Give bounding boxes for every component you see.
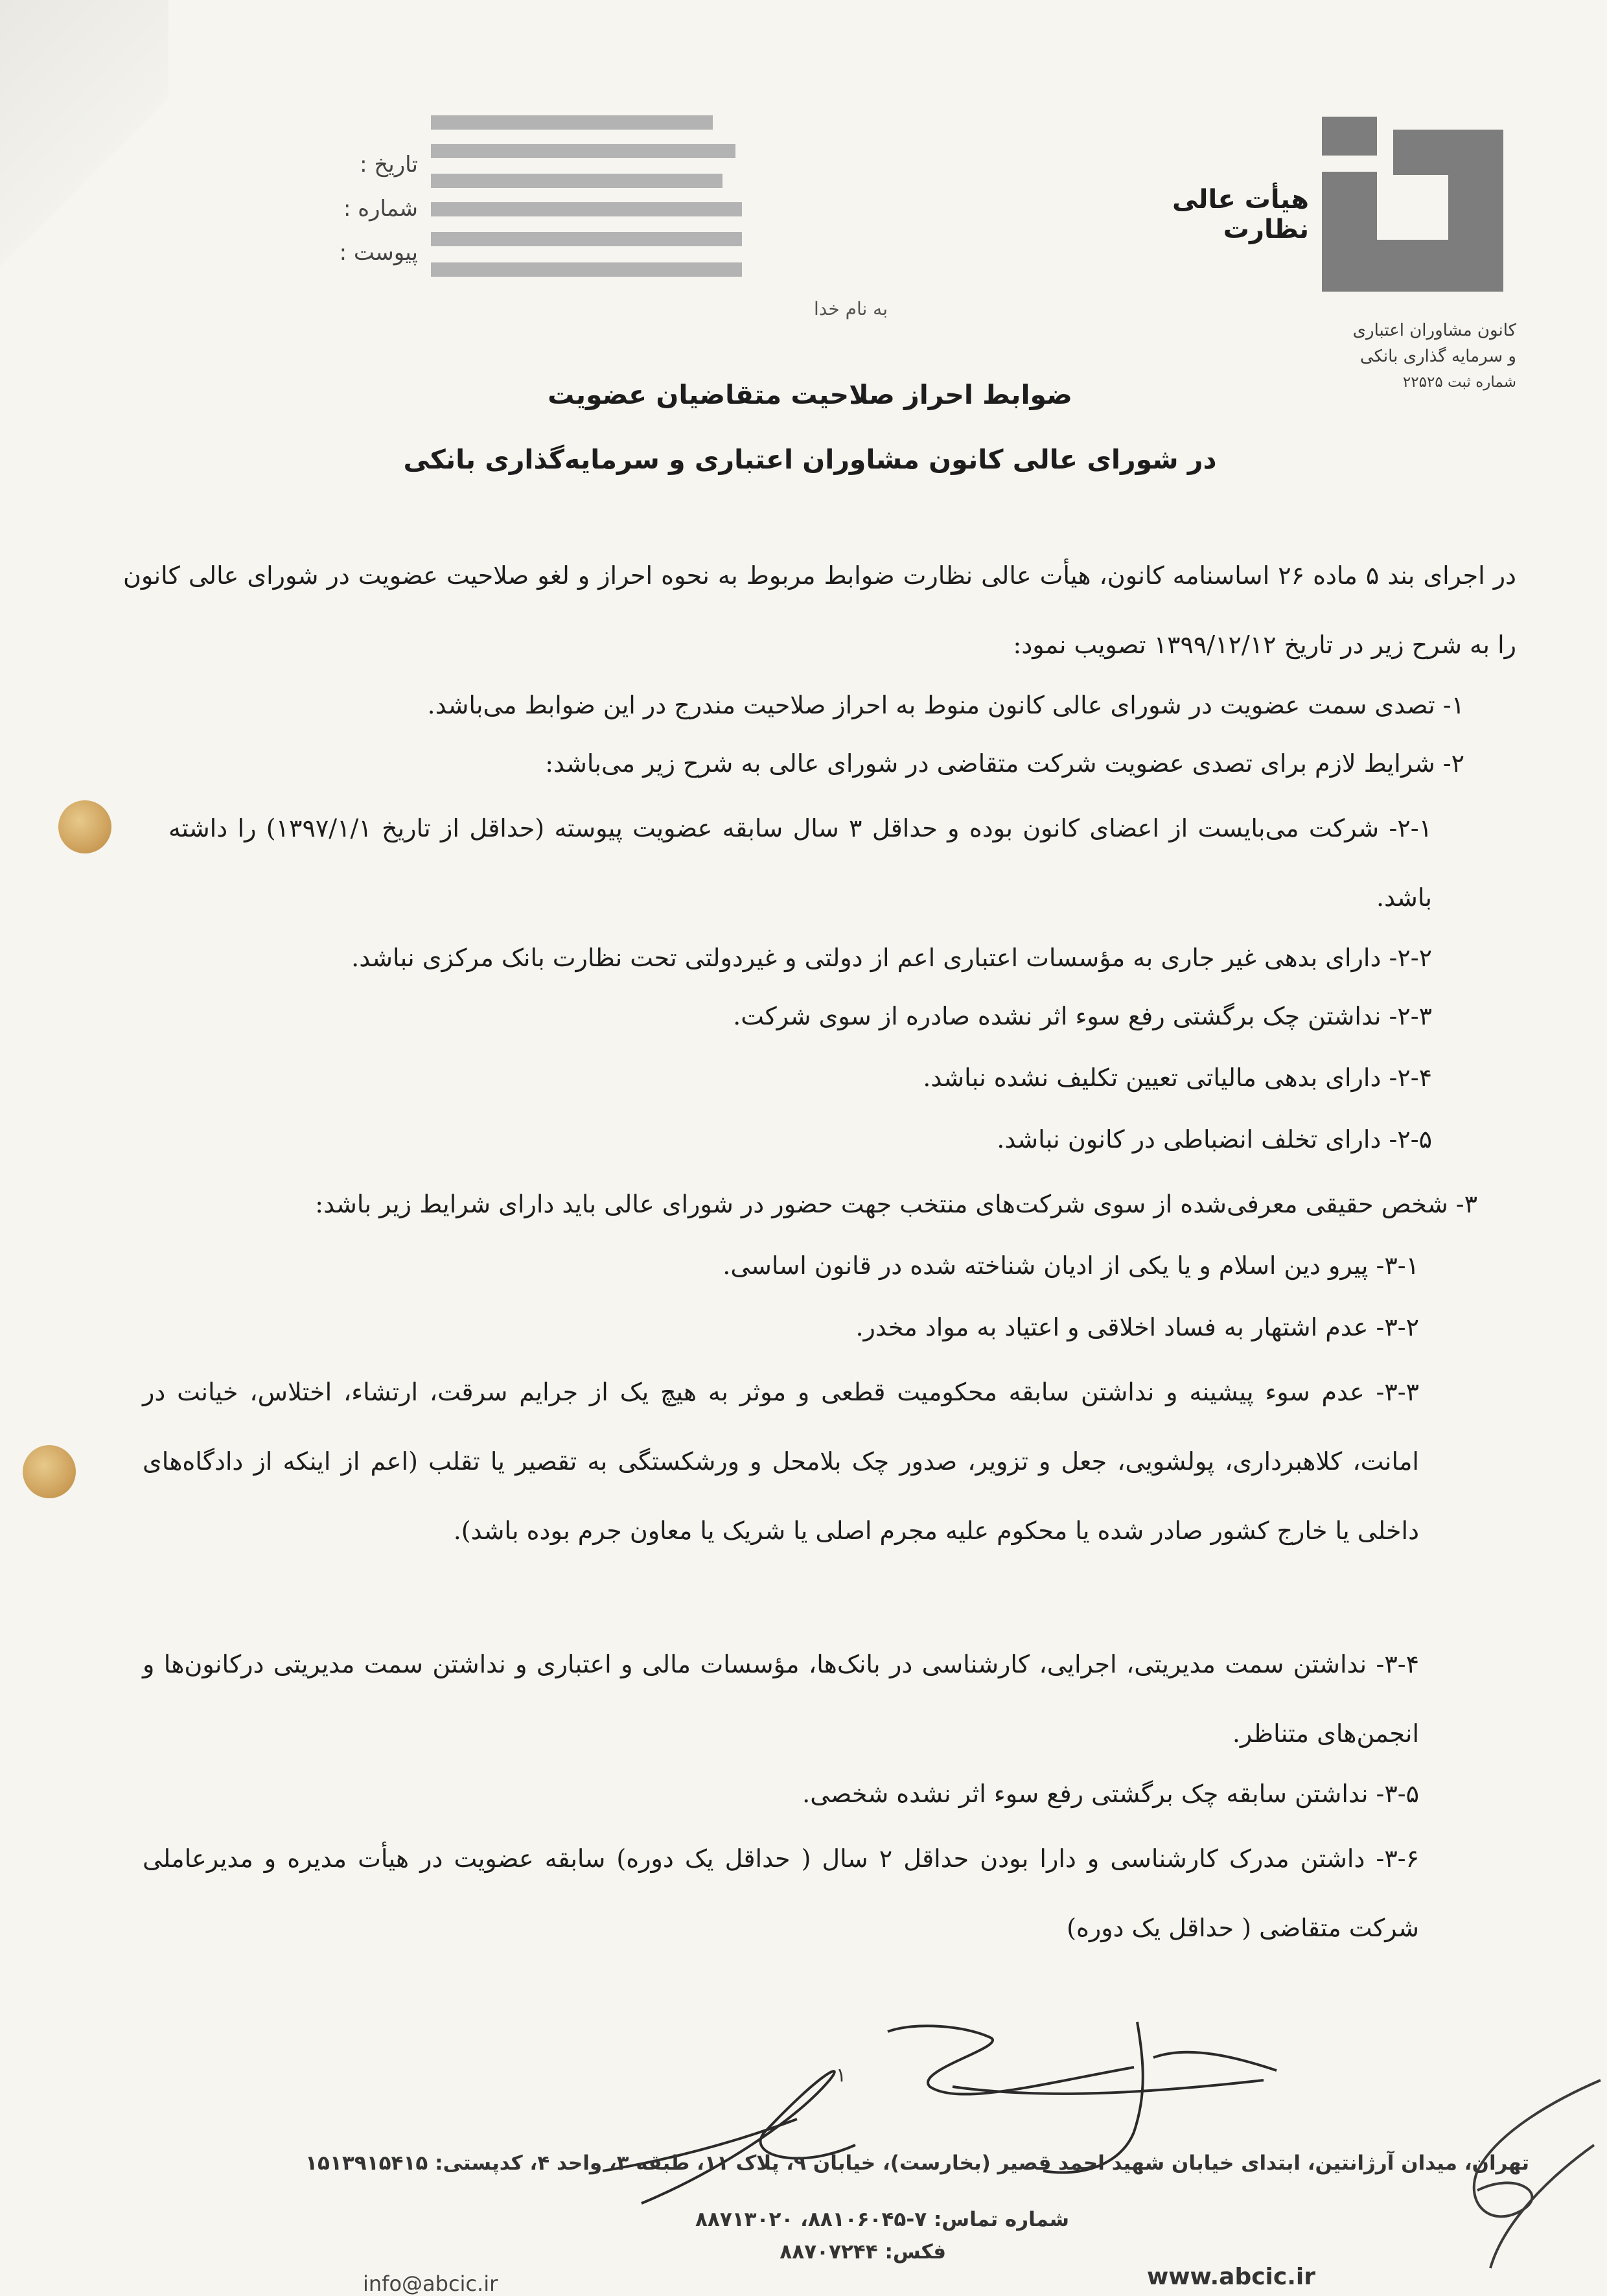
intro-paragraph: در اجرای بند ۵ ماده ۲۶ اساسنامه کانون، هیأت عالی نظارت ضوابط مربوط به نحوه احراز و لغو صلاحیت عضویت در شورای عالی کانون را به شرح زیر در تاریخ ۱۳۹۹/۱۲/۱۲ تصویب نمود: — [123, 561, 1516, 659]
clause-3-4: ۳-۴- نداشتن سمت مدیریتی، اجرایی، کارشناسی در بانک‌ها، مؤسسات مالی و اعتباری و نداشتن سمت مدیریتی درکانون‌ها و انجمن‌های متناظر. — [143, 1650, 1419, 1748]
clause-2-2: ۲-۲- دارای بدهی غیر جاری به مؤسسات اعتباری اعم از دولتی و غیردولتی تحت نظارت بانک مرکزی نباشد. — [351, 944, 1432, 972]
clause-2-5: ۲-۵- دارای تخلف انضباطی در کانون نباشد. — [997, 1125, 1432, 1154]
redacted-field — [431, 232, 742, 246]
number-label: شماره : — [343, 196, 418, 222]
clause-1: ۱- تصدی سمت عضویت در شورای عالی کانون منوط به احراز صلاحیت مندرج در این ضوابط می‌باشد. — [427, 691, 1464, 719]
clause-2-3: ۲-۳- نداشتن چک برگشتی رفع سوء اثر نشده صادره از سوی شرکت. — [733, 1002, 1432, 1030]
page-number: ۱ — [836, 2064, 847, 2087]
footer-email-link[interactable]: info@abcic.ir — [363, 2271, 498, 2296]
clause-3-3: ۳-۳- عدم سوء پیشینه و نداشتن سابقه محکومیت قطعی و موثر به هیچ یک از جرایم سرقت، ارتشاء، اختلاس، خیانت در امانت، کلاهبرداری، پولشویی، جعل و تزویر، صدور چک بلامحل و ورشکستگی به تقصیر یا تقلب (اعم از اینکه از دادگاه‌های داخلی یا خارج کشور صادر شده یا محکوم علیه مجرم اصلی یا شریک یا معاون جرم بوده باشد). — [143, 1378, 1419, 1545]
footer-address: تهران، میدان آرژانتین، ابتدای خیابان شهید احمد قصیر (بخارست)، خیابان ۹، پلاک ۱۱، طبقه ۳، واحد ۴، کدپستی: ۱۵۱۳۹۱۵۴۱۵ — [305, 2151, 1529, 2175]
meta-labels — [318, 143, 418, 275]
page-title: ضوابط احراز صلاحیت متقاضیان عضویت — [548, 379, 1072, 410]
attachment-label: پیوست : — [339, 240, 418, 266]
clause-3-1: ۳-۱- پیرو دین اسلام و یا یکی از ادیان شناخته شده در قانون اساسی. — [723, 1251, 1419, 1280]
redacted-field — [431, 262, 742, 277]
org-title: هیأت عالی نظارت — [1172, 185, 1309, 244]
clause-3-6: ۳-۶- داشتن مدرک کارشناسی و دارا بودن حداقل ۲ سال ( حداقل یک دوره) سابقه عضویت در هیأت مدیره و مدیرعاملی شرکت متقاضی ( حداقل یک دوره) — [143, 1844, 1419, 1942]
logo-caption-line: و سرمایه گذاری بانکی — [1359, 347, 1516, 366]
abcic-logo-icon — [1315, 110, 1510, 298]
redacted-field — [431, 115, 713, 130]
redacted-field — [431, 202, 742, 216]
footer-contact — [518, 2203, 1069, 2268]
footer-website-link[interactable]: www.abcic.ir — [1147, 2264, 1315, 2290]
date-label: تاریخ : — [360, 152, 418, 178]
footer-fax: فکس: ۸۸۷۰۷۲۴۴ — [780, 2240, 946, 2264]
decorative-stroke-icon — [1439, 2074, 1607, 2296]
logo-caption-line: شماره ثبت ۲۲۵۲۵ — [1402, 374, 1516, 391]
clause-3: ۳- شخص حقیقی معرفی‌شده از سوی شرکت‌های منتخب جهت حضور در شورای عالی باید دارای شرایط زیر باشد: — [315, 1190, 1477, 1218]
punch-hole — [58, 800, 111, 853]
clause-3-2: ۳-۲- عدم اشتهار به فساد اخلاقی و اعتیاد به مواد مخدر. — [855, 1313, 1419, 1341]
folded-corner — [0, 0, 168, 272]
redacted-field — [431, 174, 723, 188]
punch-hole — [23, 1445, 76, 1498]
clause-2-1: ۲-۱- شرکت می‌بایست از اعضای کانون بوده و حداقل ۳ سال سابقه عضویت پیوسته (حداقل از تاریخ ۱۳۹۷/۱/۱) را داشته باشد. — [168, 814, 1432, 912]
clause-3-5: ۳-۵- نداشتن سابقه چک برگشتی رفع سوء اثر نشده شخصی. — [802, 1780, 1419, 1808]
redacted-field — [431, 144, 735, 158]
handwritten-signature — [551, 2009, 1296, 2216]
page-subtitle: در شورای عالی کانون مشاوران اعتباری و سرمایه‌گذاری بانکی — [403, 444, 1217, 475]
clause-2: ۲- شرایط لازم برای تصدی عضویت شرکت متقاضی در شورای عالی به شرح زیر می‌باشد: — [545, 749, 1464, 778]
clause-2-4: ۲-۴- دارای بدهی مالیاتی تعیین تکلیف نشده نباشد. — [923, 1063, 1432, 1092]
footer-phone: شماره تماس: ۷-۸۸۱۰۶۰۴۵، ۸۸۷۱۳۰۲۰ — [695, 2208, 1069, 2231]
logo-caption-line: کانون مشاوران اعتباری — [1352, 321, 1516, 340]
bismillah: به نام خدا — [813, 298, 888, 319]
